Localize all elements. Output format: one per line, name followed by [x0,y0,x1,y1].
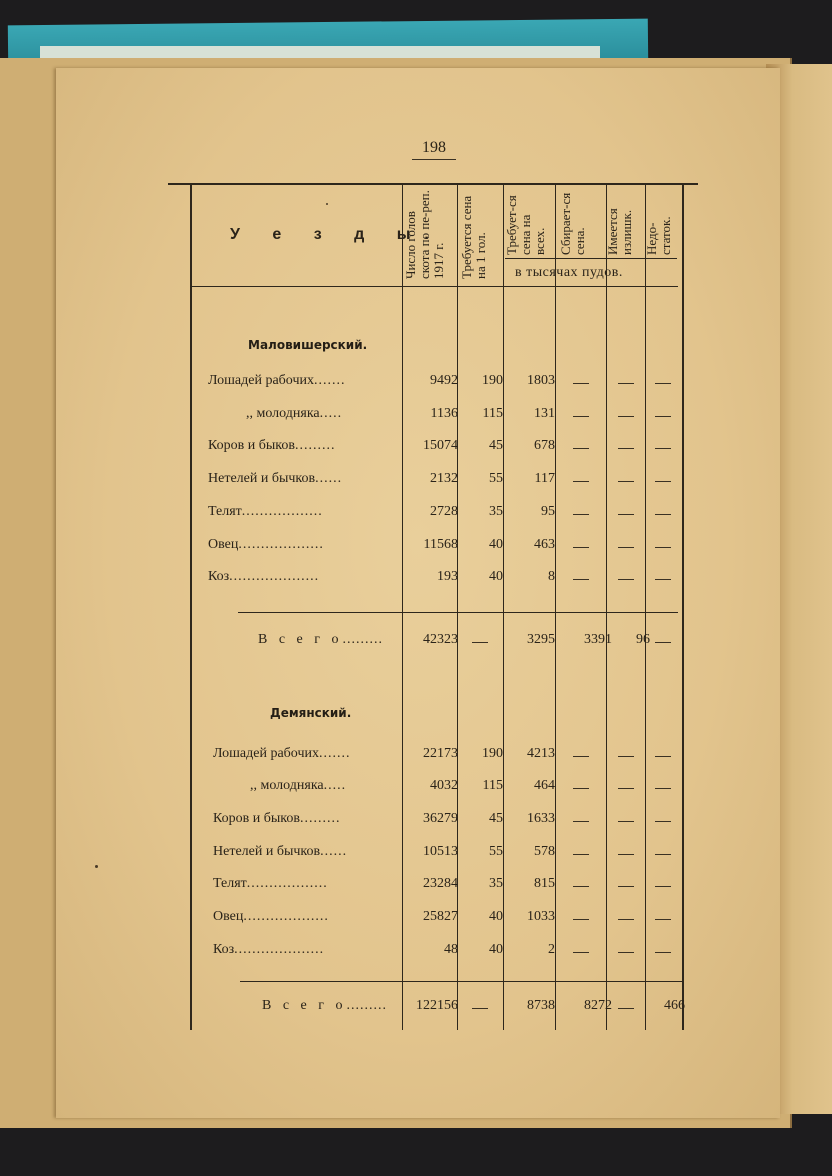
row-label [213,811,340,827]
leader-dots: ......... [346,998,388,1013]
cell-c1: 42323 [423,632,458,647]
cell-c3: 1033 [527,909,555,924]
table-left-rule [190,185,192,1030]
cell-c2: 115 [482,405,503,421]
cell-c1: 9492 [430,373,458,388]
leader-dots: ................... [238,536,324,552]
leader-dots: ...... [315,471,343,487]
header-hay-collected: Сбирает-ся сена. [558,192,587,255]
dash-mark [573,854,589,855]
cell-c3: 1633 [527,810,555,826]
row-label [213,942,324,958]
dash-mark [618,416,634,417]
cell-c3: 1803 [527,373,555,388]
cell-c2: 190 [482,745,503,761]
cell-c2: 115 [482,778,503,794]
leader-dots: ....... [318,745,351,761]
cell-c2: 55 [489,471,503,487]
paper-speck [95,865,98,868]
dash-mark [655,854,671,855]
dash-mark [618,756,634,757]
column-rule [402,185,403,1030]
cell-c1: 193 [437,569,458,585]
dash-mark [655,788,671,789]
cell-c3: 463 [534,536,555,552]
total-label [262,998,387,1014]
leader-dots: .................... [234,941,325,957]
row-label [213,844,347,860]
cell-c4: 3391 [584,632,612,647]
leader-dots: .................... [229,569,320,585]
row-label [213,876,328,892]
row-label [250,778,346,794]
dash-mark [618,919,634,920]
row-label-text: Коз [208,569,230,585]
leader-dots: ....... [313,373,346,388]
row-label [208,471,342,487]
page-number: 198 [412,139,456,160]
cell-c3: 815 [534,876,555,892]
cell-c1: 10513 [423,843,458,859]
cell-c5: 96 [636,632,650,647]
cell-c3: 95 [541,503,555,519]
dash-mark [618,952,634,953]
header-surplus: Имеется излишк. [605,208,634,255]
cell-c2: 190 [482,373,503,388]
column-rule [645,185,646,1030]
cell-c1: 36279 [423,810,458,826]
leader-dots: ................... [243,909,329,924]
cell-c3: 8738 [527,998,555,1013]
row-label-text: В с е г о [262,998,347,1013]
cell-c1: 48 [444,941,458,957]
dash-mark [472,1008,488,1009]
cell-c3: 464 [534,778,555,794]
row-label-text: Нетелей и бычков [213,843,321,859]
cell-c2: 45 [489,810,503,826]
row-label-text: В с е г о [258,632,343,647]
header-livestock-count: Число голов скота по пе-реп. 1917 г. [403,190,446,279]
district-name: Маловишерский. [248,338,368,352]
dash-mark [618,383,634,384]
dash-mark [573,383,589,384]
dash-mark [573,416,589,417]
subtotal-rule [240,981,684,982]
dash-mark [573,952,589,953]
cell-c4: 8272 [584,998,612,1013]
header-hay-per-head: Требуется сена на 1 гол. [459,195,488,279]
row-label [213,746,350,762]
dash-mark [618,579,634,580]
header-unit: в тысячах пудов. [515,265,623,280]
cell-c2: 40 [489,941,503,957]
dash-mark [655,579,671,580]
cell-c3: 8 [548,569,555,585]
dash-mark [655,547,671,548]
cell-c3: 117 [534,471,555,487]
cell-c3: 2 [548,941,555,957]
row-label [208,537,324,553]
paper-speck [326,203,328,205]
cell-c3: 678 [534,438,555,454]
cell-c1: 1136 [430,405,458,421]
column-rule [503,185,504,1030]
dash-mark [655,514,671,515]
dash-mark [573,481,589,482]
header-shortage: Недо-статок. [644,216,673,255]
row-label-text: Телят [208,503,242,519]
header-unit-rule [505,258,677,259]
dash-mark [618,854,634,855]
dash-mark [573,886,589,887]
row-label-text: Коз [213,941,235,957]
cell-c1: 2728 [430,503,458,519]
district-name: Демянский. [270,706,352,720]
dash-mark [655,416,671,417]
cell-c2: 55 [489,843,503,859]
cell-c1: 22173 [423,745,458,761]
cell-c2: 40 [489,536,503,552]
cell-c6: 466 [664,998,685,1013]
leader-dots: ......... [299,810,341,826]
cell-c3: 578 [534,843,555,859]
dash-mark [573,919,589,920]
leader-dots: ..... [323,778,347,794]
cell-c3: 131 [534,405,555,421]
row-label-text: Лошадей рабочих [213,745,319,761]
leader-dots: .................. [246,876,328,892]
dash-mark [618,886,634,887]
dash-mark [655,886,671,887]
leader-dots: .................. [241,503,323,519]
leader-dots: ..... [319,405,343,421]
dash-mark [655,756,671,757]
row-label-text: Овец [213,909,244,924]
cell-c2: 40 [489,909,503,924]
dash-mark [573,514,589,515]
row-label-text: Коров и быков [213,810,300,826]
cell-c3: 3295 [527,632,555,647]
dash-mark [655,448,671,449]
row-label [246,406,342,422]
dash-mark [655,481,671,482]
cell-c1: 4032 [430,778,458,794]
row-label-text: Телят [213,876,247,892]
cell-c2: 35 [489,503,503,519]
dash-mark [618,448,634,449]
dash-mark [618,788,634,789]
dash-mark [655,383,671,384]
dash-mark [573,788,589,789]
dash-mark [573,547,589,548]
table-top-rule [168,183,698,185]
cell-c3: 4213 [527,745,555,761]
cell-c2: 45 [489,438,503,454]
leader-dots: ......... [294,438,336,454]
row-label-text: Нетелей и бычков [208,471,316,487]
column-rule [606,185,607,1030]
dash-mark [618,821,634,822]
header-districts: У е з д ы. [230,226,443,243]
cell-c2: 40 [489,569,503,585]
dash-mark [618,514,634,515]
dash-mark [618,547,634,548]
row-label-text: Овец [208,536,239,552]
cell-c1: 15074 [423,438,458,454]
dash-mark [573,756,589,757]
cell-c1: 11568 [423,536,458,552]
column-rule [682,185,684,1030]
column-rule [457,185,458,1030]
leader-dots: ...... [320,843,348,859]
row-label-text: ,, молодняка [246,405,320,421]
subtotal-rule [238,612,678,613]
dash-mark [573,448,589,449]
dash-mark [618,481,634,482]
dash-mark [472,642,488,643]
row-label [208,373,345,389]
header-bottom-rule [192,286,678,287]
cell-c1: 25827 [423,909,458,924]
row-label [208,504,323,520]
cell-c1: 122156 [416,998,458,1013]
dash-mark [655,919,671,920]
leader-dots: ......... [342,632,384,647]
dash-mark [573,579,589,580]
cell-c2: 35 [489,876,503,892]
row-label [208,569,319,585]
row-label-text: Коров и быков [208,438,295,454]
row-label-text: ,, молодняка [250,778,324,794]
dash-mark [655,821,671,822]
dash-mark [655,642,671,643]
row-label-text: Лошадей рабочих [208,373,314,388]
total-label [258,632,383,648]
header-hay-required-total: Требует-ся сена на всех. [504,195,547,255]
dash-mark [655,952,671,953]
row-label [213,909,329,925]
cell-c1: 23284 [423,876,458,892]
cell-c1: 2132 [430,471,458,487]
row-label [208,438,335,454]
dash-mark [573,821,589,822]
column-rule [555,185,556,1030]
